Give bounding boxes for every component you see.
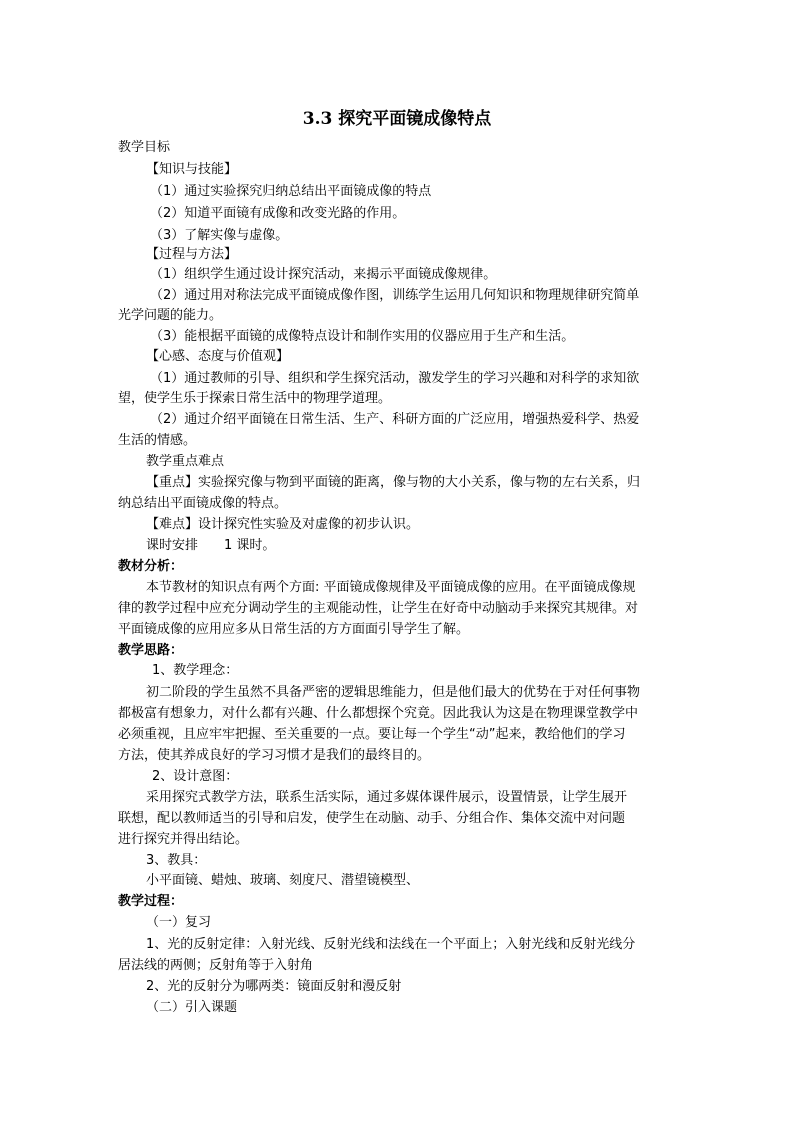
section-heading-teaching-ideas: 教学思路：	[118, 643, 184, 658]
text-line: 律的教学过程中应充分调动学生的主观能动性，让学生在好奇中动脑动手来探究其规律。对	[118, 601, 639, 616]
text-line: 生活的情感。	[118, 433, 197, 448]
text-line: 1、光的反射定律：入射光线、反射光线和法线在一个平面上；入射光线和反射光线分	[146, 937, 636, 952]
text-line: （2）知道平面镜有成像和改变光路的作用。	[150, 206, 406, 221]
text-line: 联想，配以教师适当的引导和启发，使学生在动脑、动手、分组合作、集体交流中对问题	[118, 811, 626, 826]
section-heading-teaching-goals: 教学目标	[118, 140, 171, 155]
list-item-heading: 1、教学理念：	[152, 663, 239, 678]
text-line: （1）通过教师的引导、组织和学生探究活动，激发学生的学习兴趣和对科学的求知欲	[150, 371, 640, 386]
text-line: （3）能根据平面镜的成像特点设计和制作实用的仪器应用于生产和生活。	[150, 329, 575, 344]
list-item-heading: 3、教具：	[146, 853, 207, 868]
subheading-review: （一）复习	[146, 915, 212, 930]
text-line: 小平面镜、蜡烛、玻璃、刻度尺、潜望镜模型、	[146, 873, 420, 888]
subheading-process-method: 【过程与方法】	[146, 247, 238, 262]
text-line: （2）通过介绍平面镜在日常生活、生产、科研方面的广泛应用，增强热爱科学、热爱	[150, 412, 640, 427]
subheading-attitude-values: 【心感、态度与价值观】	[146, 349, 290, 364]
page-title: 3.3 探究平面镜成像特点	[302, 109, 492, 129]
text-line: 初二阶段的学生虽然不具备严密的逻辑思维能力，但是他们最大的优势在于对任何事物	[146, 685, 641, 700]
text-line-class-hours: 课时安排 1 课时。	[146, 538, 276, 553]
text-line: （3）了解实像与虚像。	[150, 228, 289, 243]
text-line: 都极富有想象力，对什么都有兴趣、什么都想探个究竟。因此我认为这是在物理课堂教学中	[118, 706, 639, 721]
text-line: （2）通过用对称法完成平面镜成像作图，训练学生运用几何知识和物理规律研究简单	[150, 288, 640, 303]
text-line: 【重点】实验探究像与物到平面镜的距离，像与物的大小关系，像与物的左右关系，归	[146, 475, 641, 490]
text-line: （1）组织学生通过设计探究活动，来揭示平面镜成像规律。	[150, 267, 497, 282]
text-line: 【难点】设计探究性实验及对虚像的初步认识。	[146, 517, 420, 532]
section-heading-textbook-analysis: 教材分析：	[118, 559, 184, 574]
list-item-heading: 2、设计意图：	[152, 769, 239, 784]
section-heading-key-points: 教学重点难点	[146, 454, 225, 469]
text-line: 纳总结出平面镜成像的特点。	[118, 496, 288, 511]
text-line: 平面镜成像的应用应多从日常生活的方方面面引导学生了解。	[118, 622, 470, 637]
text-line: 望，使学生乐于探索日常生活中的物理学道理。	[118, 391, 392, 406]
section-heading-teaching-process: 教学过程：	[118, 894, 184, 909]
text-line: 方法，使其养成良好的学习习惯才是我们的最终目的。	[118, 748, 431, 763]
text-line: 进行探究并得出结论。	[118, 832, 249, 847]
subheading-introduce-topic: （二）引入课题	[146, 1000, 238, 1015]
text-line: 居法线的两侧；反射角等于入射角	[118, 958, 314, 973]
text-line: 采用探究式教学方法，联系生活实际，通过多媒体课件展示，设置情景，让学生展开	[146, 790, 628, 805]
text-line: 本节教材的知识点有两个方面: 平面镜成像规律及平面镜成像的应用。在平面镜成像规	[146, 580, 636, 595]
subheading-knowledge-skills: 【知识与技能】	[146, 162, 238, 177]
text-line: 2、光的反射分为哪两类：镜面反射和漫反射	[146, 979, 402, 994]
text-line: 必须重视，且应牢牢把握、至关重要的一点。要让每一个学生“动”起来，教给他们的学习	[118, 727, 626, 742]
text-line: 光学问题的能力。	[118, 308, 223, 323]
text-line: （1）通过实验探究归纳总结出平面镜成像的特点	[150, 184, 432, 199]
